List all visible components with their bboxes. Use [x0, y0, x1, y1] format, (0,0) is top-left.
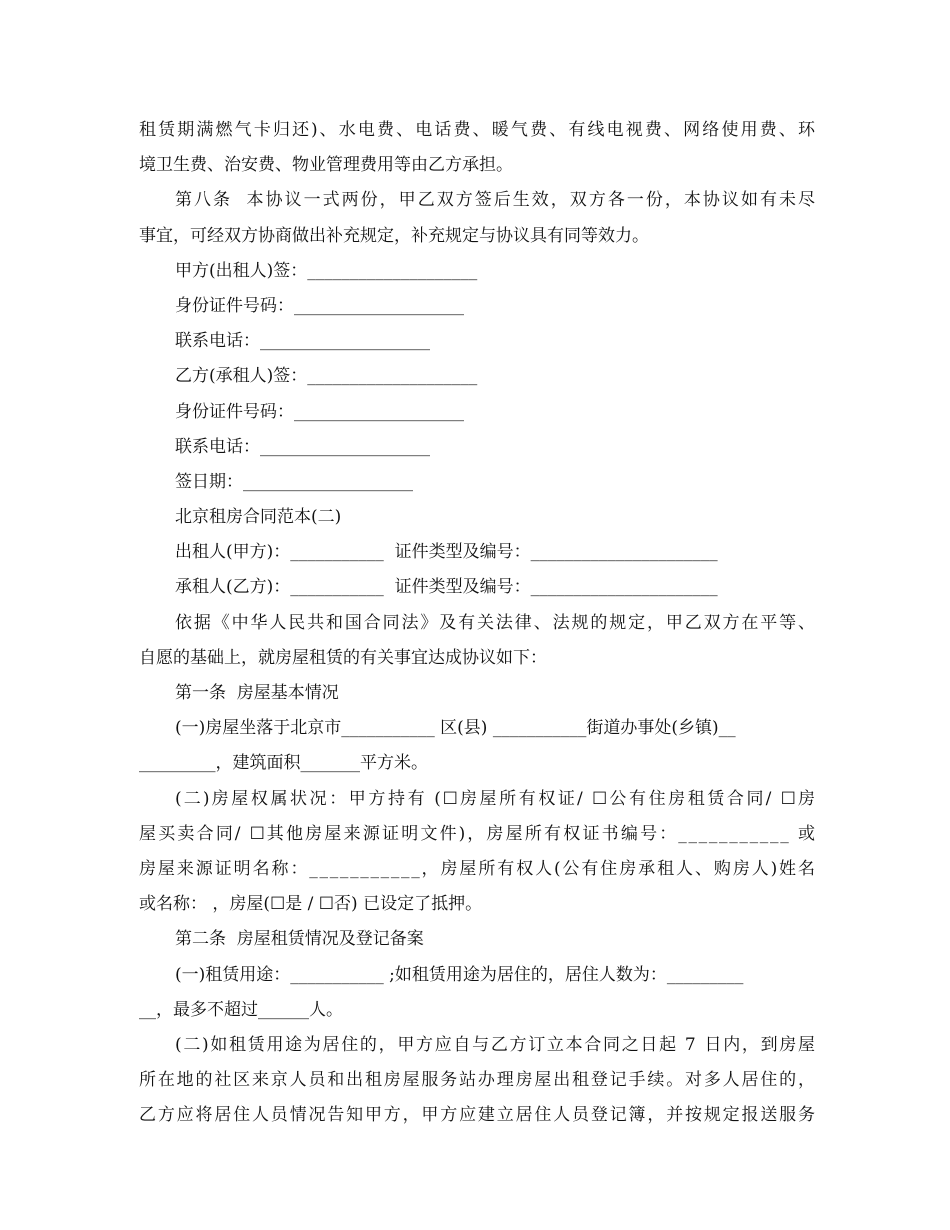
text-line: 乙 方 应 将 居 住 人 员 情 况 告 知 甲 方 ， 甲 方 应 建 立 居 住 人 员 登 记 簿 ， 并 按 规 定 报 送 服 务 — [139, 1105, 815, 1126]
text-line: 出租人(甲方)：___________ 证件类型及编号：______________________ — [175, 542, 718, 563]
text-line: 身份证件号码：____________________ — [175, 295, 464, 316]
text-line: 租 赁 期 满 燃 气 卡 归 还 ) 、 水 电 费 、 电 话 费 、 暖 气 费 、 有 线 电 视 费 、 网 络 使 用 费 、 环 — [139, 120, 815, 140]
text-line: 签日期：____________________ — [175, 471, 413, 492]
text-line: (一)租赁用途：___________ ;如租赁用途为居住的，居住人数为：_________ — [175, 964, 744, 985]
text-line: ( 二 ) 如 租 赁 用 途 为 居 住 的 ， 甲 方 应 自 与 乙 方 订 立 本 合 同 之 日 起 7 日 内 ， 到 房 屋 — [175, 1034, 815, 1055]
text-line: 第 八 条 本 协 议 一 式 两 份 ， 甲 乙 双 方 签 后 生 效 ， 双 方 各 一 份 ， 本 协 议 如 有 未 尽 — [175, 190, 815, 211]
text-line: ( 二 ) 房 屋 权 属 状 况 ： 甲 方 持 有 ( ☐ 房 屋 所 有 权 证 / ☐ 公 有 住 房 租 赁 合 同 / ☐ 房 — [175, 788, 815, 809]
text-line: 自愿的基础上，就房屋租赁的有关事宜达成协议如下： — [139, 647, 547, 668]
text-line: 身份证件号码：____________________ — [175, 401, 464, 422]
text-line: 或名称： ，房屋(☐是 / ☐否) 已设定了抵押。 — [139, 894, 483, 915]
text-line: 联系电话：____________________ — [175, 331, 430, 352]
text-line: 所 在 地 的 社 区 来 京 人 员 和 出 租 房 屋 服 务 站 办 理 房 屋 出 租 登 记 手 续 。 对 多 人 居 住 的 ， — [139, 1070, 815, 1091]
text-line: 甲方(出租人)签：____________________ — [175, 260, 478, 281]
text-line: 依 据 《 中 华 人 民 共 和 国 合 同 法 》 及 有 关 法 律 、 法 规 的 规 定 ， 甲 乙 双 方 在 平 等 、 — [175, 612, 815, 633]
text-line: _________，建筑面积_______平方米。 — [139, 753, 428, 774]
text-line: 事宜，可经双方协商做出补充规定，补充规定与协议具有同等效力。 — [139, 225, 649, 246]
text-line: (一)房屋坐落于北京市___________ 区(县) ___________街道办事处(乡镇)__ — [175, 718, 736, 739]
text-line: 境卫生费、治安费、物业管理费用等由乙方承担。 — [139, 155, 513, 176]
text-line: 第二条 房屋租赁情况及登记备案 — [175, 929, 424, 950]
text-line: 乙方(承租人)签：____________________ — [175, 366, 478, 387]
text-line: 屋 买 卖 合 同 / ☐ 其 他 房 屋 来 源 证 明 文 件 ) ， 房 屋 所 有 权 证 书 编 号 ： _ _ _ _ _ _ _ _ _ _ _ 或 — [139, 823, 815, 844]
text-line: 第一条 房屋基本情况 — [175, 683, 339, 703]
text-line: 联系电话：____________________ — [175, 436, 430, 457]
text-line: 北京租房合同范本(二) — [175, 507, 342, 528]
text-line: 房 屋 来 源 证 明 名 称 ： _ _ _ _ _ _ _ _ _ _ _ ， 房 屋 所 有 权 人 ( 公 有 住 房 承 租 人 、 购 房 人 ) 姓 名 — [139, 858, 815, 879]
document-page — [139, 113, 815, 1133]
text-line: __，最多不超过______人。 — [139, 999, 343, 1020]
text-line: 承租人(乙方)：___________ 证件类型及编号：______________________ — [175, 577, 718, 598]
